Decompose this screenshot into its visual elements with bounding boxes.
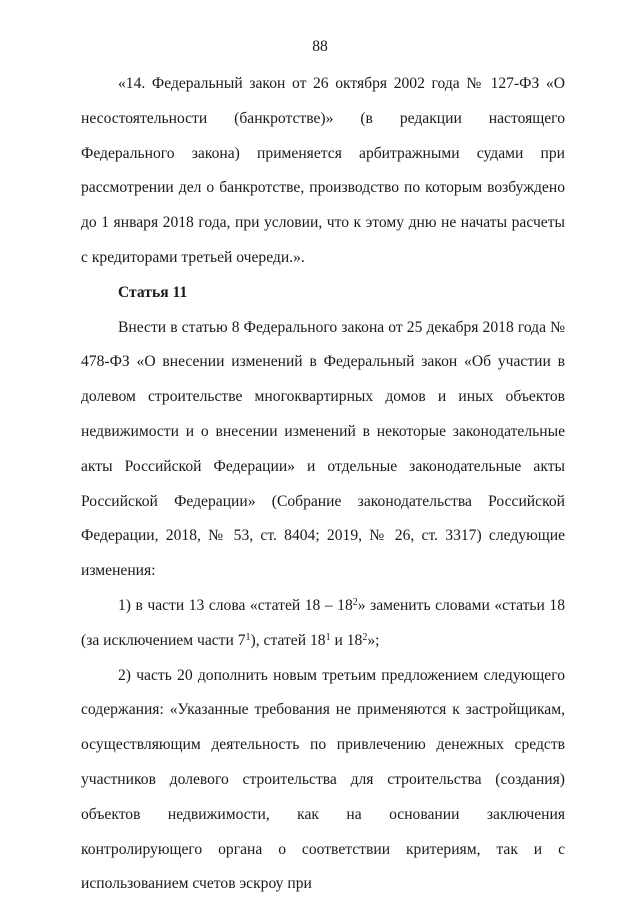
page-number: 88 [312,38,328,55]
item-1-superscript-c: 1 [325,631,331,643]
item-1-text-e: »; [367,631,380,649]
item-1-superscript-d: 2 [362,631,368,643]
paragraph-item-2: 2) часть 20 дополнить новым третьим предложением следующего содержания: «Указанные требования не применяются к застройщикам, осуществляющим деятельность по привлечению денежных средств участников долевого строительства для строительства (создания) объектов недвижимости, как на основании заключения контролирующего органа о соответствии критериям, так и с использованием счетов эскроу при [81,666,565,893]
paragraph-article-intro: Внести в статью 8 Федерального закона от 25 декабря 2018 года № 478-ФЗ «О внесении изменений в Федеральный закон «Об участии в долевом строительстве многоквартирных домов и иных объектов недвижимости и о внесении изменений в некоторые законодательные акты Российской Федерации» и отдельные законодательные акты Российской Федерации» (Собрание законодательства Российской Федерации, 2018, № 53, ст. 8404; 2019, № 26, ст. 3317) следующие изменения: [81,318,565,580]
item-1-text-a: 1) в части 13 слова «статей 18 – 18 [118,596,353,614]
item-1-text-d: и 18 [330,631,363,649]
paragraph-item-1 [81,589,565,659]
document-body [81,67,565,902]
paragraph-item-14: «14. Федеральный закон от 26 октября 2002 года № 127-ФЗ «О несостоятельности (банкротстве)» (в редакции настоящего Федерального закона) применяется арбитражными судами при рассмотрении дел о банкротстве, производство по которым возбуждено до 1 января 2018 года, при условии, что к этому дню не начаты расчеты с кредиторами третьей очереди.». [81,75,565,266]
item-1-superscript-b: 1 [245,631,251,643]
item-1-text-c: ), статей 18 [250,631,326,649]
article-heading: Статья 11 [118,283,188,301]
item-1-text-b: » заменить словами «статьи 18 (за исключением части 7 [81,596,565,649]
item-1-superscript-a: 2 [352,596,358,608]
